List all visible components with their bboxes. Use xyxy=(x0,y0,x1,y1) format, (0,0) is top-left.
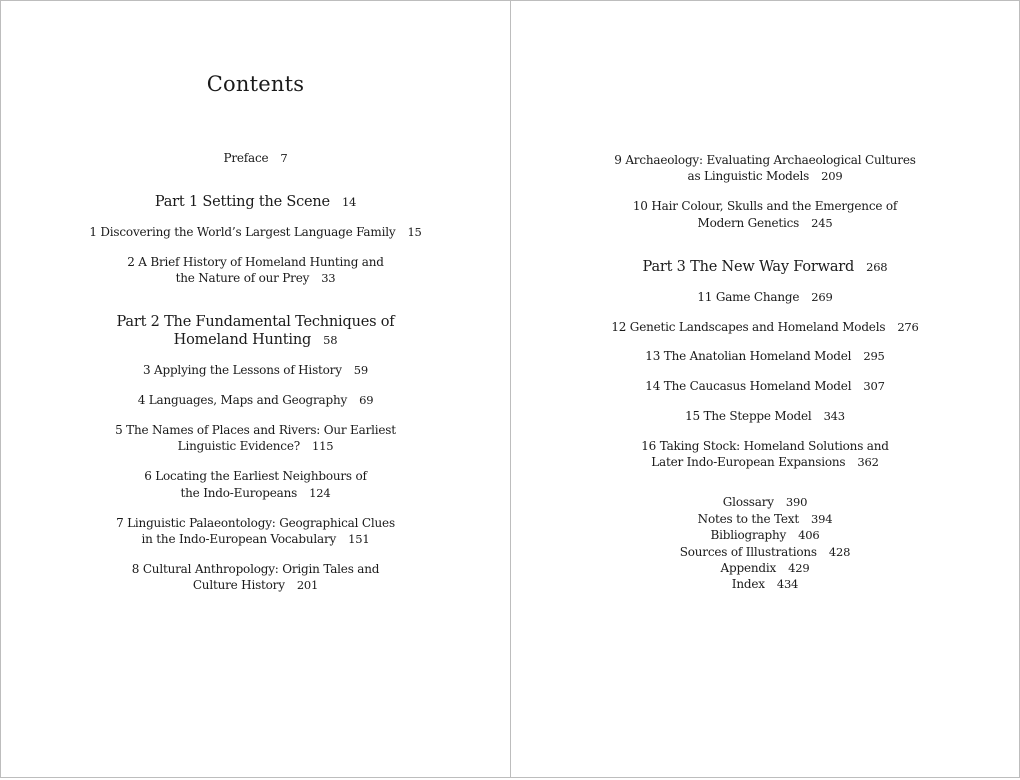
toc-entry-chapter-10-line-2[interactable] xyxy=(511,215,1019,231)
toc-part-1[interactable] xyxy=(1,193,510,211)
entry-text: Part 2 The Fundamental Techniques of xyxy=(116,314,395,330)
entry-page: 115 xyxy=(311,439,334,453)
entry-text: 8 Cultural Anthropology: Origin Tales and xyxy=(131,562,380,576)
toc-entry-chapter-16-line-1[interactable] xyxy=(511,438,1019,454)
toc-entry-chapter-8-line-2[interactable] xyxy=(1,577,510,593)
toc-entry-chapter-7-line-1[interactable] xyxy=(1,515,510,531)
entry-text: Part 1 Setting the Scene xyxy=(154,194,330,210)
entry-text: 10 Hair Colour, Skulls and the Emergence of xyxy=(632,199,898,213)
entry-page: 276 xyxy=(897,320,919,334)
entry-page: 124 xyxy=(309,486,331,500)
entry-page: 434 xyxy=(776,577,799,591)
entry-text: 14 The Caucasus Homeland Model xyxy=(645,379,852,393)
entry-text: 15 The Steppe Model xyxy=(685,409,812,423)
right-page xyxy=(510,0,1020,778)
entry-text: Modern Genetics xyxy=(697,216,800,230)
entry-page: 14 xyxy=(341,195,357,209)
entry-page: 245 xyxy=(811,216,833,230)
page-title: Contents xyxy=(206,72,305,96)
entry-page: 33 xyxy=(321,271,336,285)
entry-page: 406 xyxy=(798,528,820,542)
entry-page: 295 xyxy=(863,349,885,363)
toc-part-2-line-2[interactable] xyxy=(1,331,510,349)
toc-entry-chapter-3[interactable] xyxy=(1,362,510,378)
entry-text: the Indo-Europeans xyxy=(180,486,298,500)
toc-entry-chapter-10-line-1[interactable] xyxy=(511,198,1019,214)
toc-entry-chapter-9-line-2[interactable] xyxy=(511,168,1019,184)
entry-text: Later Indo-European Expansions xyxy=(651,455,846,469)
entry-text: Index xyxy=(731,577,765,591)
entry-text: Glossary xyxy=(722,495,774,509)
entry-text: Homeland Hunting xyxy=(173,332,312,348)
toc-entry-sources[interactable] xyxy=(511,544,1019,560)
entry-text: 3 Applying the Lessons of History xyxy=(142,363,342,377)
toc-entry-glossary[interactable] xyxy=(511,494,1019,510)
toc-entry-chapter-5-line-2[interactable] xyxy=(1,438,510,454)
entry-text: Sources of Illustrations xyxy=(679,545,817,559)
entry-text: 16 Taking Stock: Homeland Solutions and xyxy=(641,439,889,453)
entry-page: 307 xyxy=(863,379,885,393)
entry-text: 5 The Names of Places and Rivers: Our Earliest xyxy=(115,423,396,437)
entry-text: 7 Linguistic Palaeontology: Geographical Clues xyxy=(116,516,395,530)
entry-page: 201 xyxy=(296,578,319,592)
entry-text: Bibliography xyxy=(710,528,787,542)
toc-entry-chapter-16-line-2[interactable] xyxy=(511,454,1019,470)
entry-page: 269 xyxy=(811,290,833,304)
toc-entry-chapter-8-line-1[interactable] xyxy=(1,561,510,577)
toc-entry-chapter-11[interactable] xyxy=(511,289,1019,305)
entry-page: 209 xyxy=(821,169,843,183)
entry-text: Linguistic Evidence? xyxy=(177,439,300,453)
toc-entry-chapter-7-line-2[interactable] xyxy=(1,531,510,547)
toc-entry-notes[interactable] xyxy=(511,511,1019,527)
toc-entry-chapter-4[interactable] xyxy=(1,392,510,408)
toc-entry-bibliography[interactable] xyxy=(511,527,1019,543)
entry-text: Part 3 The New Way Forward xyxy=(642,259,855,275)
entry-text: 6 Locating the Earliest Neighbours of xyxy=(144,469,367,483)
entry-page: 390 xyxy=(785,495,808,509)
entry-text: Appendix xyxy=(720,561,777,575)
entry-text: 1 Discovering the World’s Largest Language Family xyxy=(89,225,396,239)
entry-text: 11 Game Change xyxy=(697,290,800,304)
left-page xyxy=(0,0,511,778)
toc-entry-chapter-2-line-2[interactable] xyxy=(1,270,510,286)
entry-page: 428 xyxy=(828,545,851,559)
entry-page: 268 xyxy=(866,260,888,274)
toc-entry-index[interactable] xyxy=(511,576,1019,592)
entry-text: Notes to the Text xyxy=(697,512,799,526)
entry-text: as Linguistic Models xyxy=(687,169,810,183)
entry-page: 343 xyxy=(823,409,845,423)
toc-entry-chapter-2-line-1[interactable] xyxy=(1,254,510,270)
toc-entry-chapter-15[interactable] xyxy=(511,408,1019,424)
entry-page: 7 xyxy=(280,151,288,165)
toc-entry-chapter-5-line-1[interactable] xyxy=(1,422,510,438)
entry-page: 429 xyxy=(788,561,810,575)
toc-entry-chapter-12[interactable] xyxy=(511,319,1019,335)
entry-page: 15 xyxy=(407,225,422,239)
entry-text: 9 Archaeology: Evaluating Archaeological Cultures xyxy=(614,153,916,167)
toc-entry-chapter-13[interactable] xyxy=(511,348,1019,364)
entry-page: 59 xyxy=(353,363,369,377)
toc-entry-appendix[interactable] xyxy=(511,560,1019,576)
entry-text: 4 Languages, Maps and Geography xyxy=(137,393,348,407)
toc-entry-preface[interactable] xyxy=(1,150,510,166)
entry-page: 151 xyxy=(348,532,370,546)
entry-text: the Nature of our Prey xyxy=(175,271,310,285)
entry-page: 362 xyxy=(857,455,879,469)
toc-entry-chapter-14[interactable] xyxy=(511,378,1019,394)
entry-page: 69 xyxy=(359,393,374,407)
entry-page: 58 xyxy=(323,333,338,347)
entry-text: 2 A Brief History of Homeland Hunting and xyxy=(127,255,384,269)
entry-text: 13 The Anatolian Homeland Model xyxy=(645,349,852,363)
entry-text: in the Indo-European Vocabulary xyxy=(141,532,337,546)
entry-text: Culture History xyxy=(192,578,285,592)
entry-text: Preface xyxy=(223,151,269,165)
entry-page: 394 xyxy=(810,512,833,526)
toc-entry-chapter-6-line-1[interactable] xyxy=(1,468,510,484)
entry-text: 12 Genetic Landscapes and Homeland Models xyxy=(611,320,886,334)
toc-part-3[interactable] xyxy=(511,258,1019,276)
toc-entry-chapter-9-line-1[interactable] xyxy=(511,152,1019,168)
toc-part-2-line-1[interactable] xyxy=(1,313,510,331)
toc-entry-chapter-1[interactable] xyxy=(1,224,510,240)
toc-entry-chapter-6-line-2[interactable] xyxy=(1,485,510,501)
